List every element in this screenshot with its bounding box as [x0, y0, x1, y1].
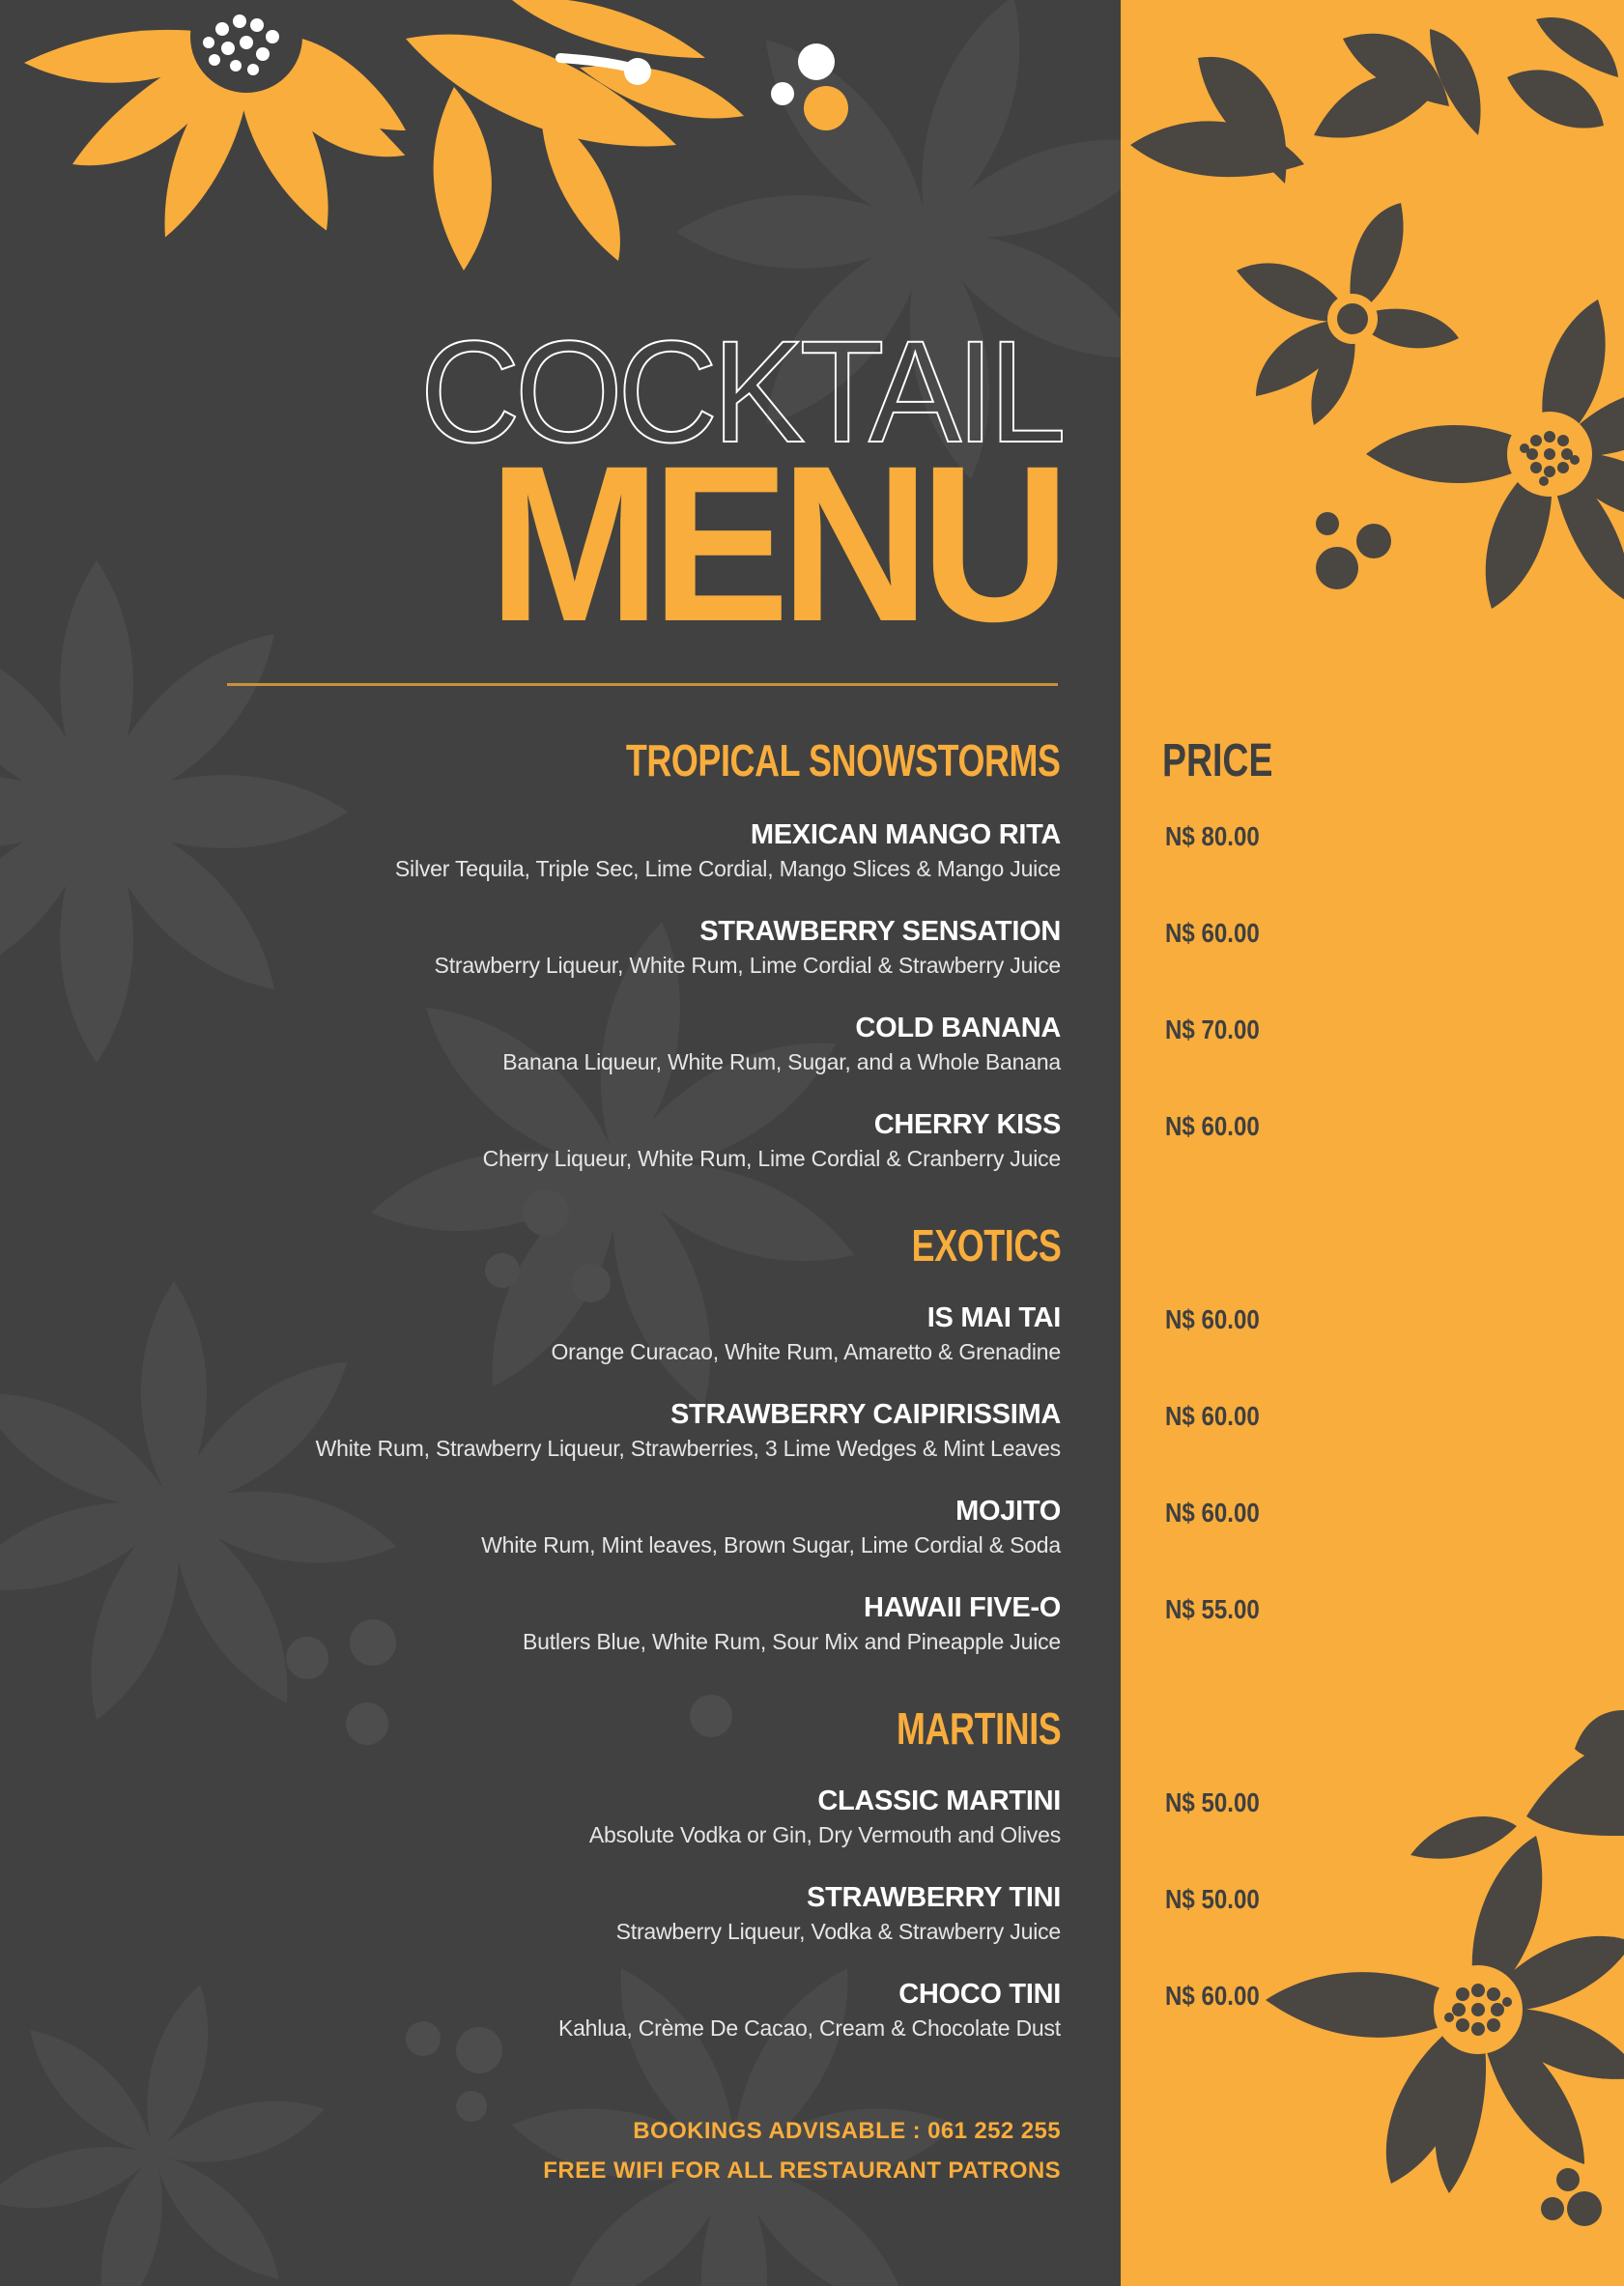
item-desc-hawaii-five-o: Butlers Blue, White Rum, Sour Mix and Pineapple Juice — [523, 1629, 1061, 1654]
price-strawberry-tini: N$ 50.00 — [1165, 1884, 1260, 1914]
item-desc-choco-tini: Kahlua, Crème De Cacao, Cream & Chocolate Dust — [557, 2015, 1061, 2041]
price-classic-martini: N$ 50.00 — [1165, 1787, 1260, 1817]
top-right-flower-icon — [1130, 17, 1624, 614]
title-menu: MENU — [488, 419, 1061, 668]
item-desc-classic-martini: Absolute Vodka or Gin, Dry Vermouth and Olives — [588, 1822, 1061, 1847]
item-name-mojito: MOJITO — [955, 1496, 1061, 1527]
price-cold-banana: N$ 70.00 — [1165, 1014, 1260, 1044]
item-name-mexican-mango-rita: MEXICAN MANGO RITA — [750, 819, 1061, 850]
item-desc-mojito: White Rum, Mint leaves, Brown Sugar, Lime Cordial & Soda — [481, 1532, 1061, 1557]
price-strawberry-sensation: N$ 60.00 — [1165, 918, 1260, 948]
item-desc-strawberry-sensation: Strawberry Liqueur, White Rum, Lime Cordial & Strawberry Juice — [434, 953, 1061, 978]
item-desc-mexican-mango-rita: Silver Tequila, Triple Sec, Lime Cordial, Mango Slices & Mango Juice — [394, 856, 1061, 881]
price-panel-floral — [1121, 0, 1624, 2286]
bottom-right-flower-icon — [1266, 1710, 1624, 2226]
item-name-cherry-kiss: CHERRY KISS — [873, 1109, 1061, 1140]
footer-wifi: FREE WIFI FOR ALL RESTAURANT PATRONS — [543, 2157, 1061, 2184]
price-choco-tini: N$ 60.00 — [1165, 1981, 1260, 2011]
item-name-strawberry-sensation: STRAWBERRY SENSATION — [699, 916, 1061, 947]
section-title-tropical-snowstorms: TROPICAL SNOWSTORMS — [626, 735, 1061, 786]
item-name-choco-tini: CHOCO TINI — [898, 1979, 1061, 2010]
item-desc-is-mai-tai: Orange Curacao, White Rum, Amaretto & Grenadine — [551, 1339, 1061, 1364]
top-flower-icon — [24, 0, 744, 271]
item-name-cold-banana: COLD BANANA — [855, 1013, 1061, 1043]
price-panel — [1121, 0, 1624, 2286]
price-hawaii-five-o: N$ 55.00 — [1165, 1594, 1260, 1624]
item-desc-cherry-kiss: Cherry Liqueur, White Rum, Lime Cordial & Cranberry Juice — [482, 1146, 1061, 1171]
item-name-hawaii-five-o: HAWAII FIVE-O — [864, 1592, 1061, 1623]
item-name-strawberry-caipirissima: STRAWBERRY CAIPIRISSIMA — [670, 1399, 1061, 1430]
item-desc-strawberry-tini: Strawberry Liqueur, Vodka & Strawberry Juice — [615, 1919, 1061, 1944]
price-cherry-kiss: N$ 60.00 — [1165, 1111, 1260, 1141]
item-name-is-mai-tai: IS MAI TAI — [926, 1302, 1061, 1333]
price-mexican-mango-rita: N$ 80.00 — [1165, 821, 1260, 851]
title-cocktail: COCKTAIL — [419, 310, 1061, 472]
item-desc-cold-banana: Banana Liqueur, White Rum, Sugar, and a Whole Banana — [502, 1049, 1061, 1074]
item-desc-strawberry-caipirissima: White Rum, Strawberry Liqueur, Strawberries, 3 Lime Wedges & Mint Leaves — [315, 1436, 1061, 1461]
price-strawberry-caipirissima: N$ 60.00 — [1165, 1401, 1260, 1431]
price-mojito: N$ 60.00 — [1165, 1498, 1260, 1528]
footer-bookings: BOOKINGS ADVISABLE : 061 252 255 — [633, 2118, 1061, 2144]
section-title-martinis: MARTINIS — [896, 1703, 1061, 1754]
title-divider — [227, 683, 1058, 686]
section-title-exotics: EXOTICS — [911, 1220, 1061, 1271]
item-name-strawberry-tini: STRAWBERRY TINI — [807, 1882, 1061, 1913]
price-heading: PRICE — [1162, 735, 1273, 786]
price-is-mai-tai: N$ 60.00 — [1165, 1304, 1260, 1334]
bg-flower-left-icon — [0, 560, 348, 1063]
item-name-classic-martini: CLASSIC MARTINI — [817, 1786, 1061, 1816]
